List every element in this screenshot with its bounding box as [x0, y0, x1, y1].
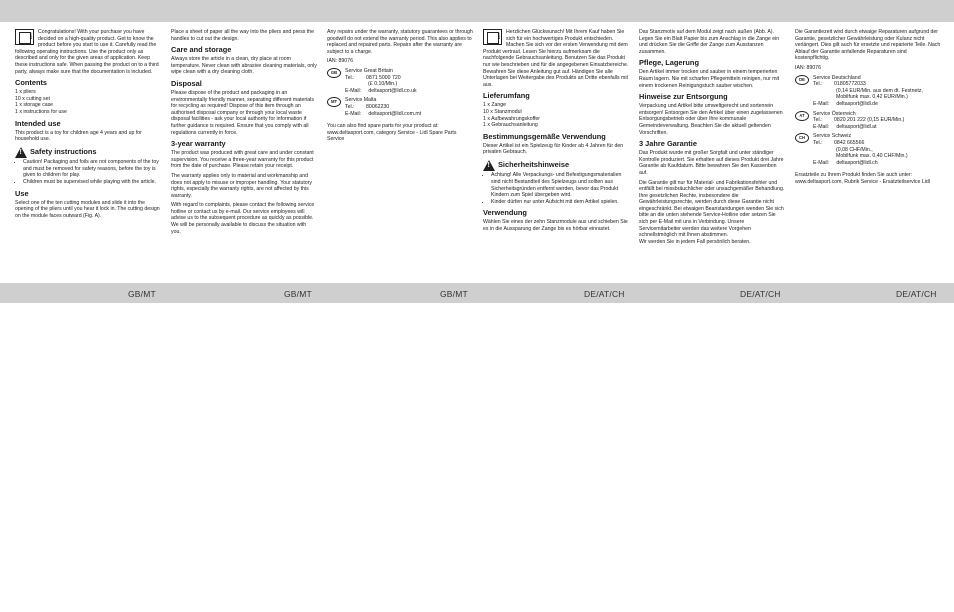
list-item: 10 x Stanzmodul — [483, 108, 522, 115]
warranty-heading: 3-year warranty — [171, 139, 226, 149]
paragraph: Any repairs under the warranty, statutory guarantees or through goodwill do not extend the warranty period. This also applies to replaced and repaired parts. Repairs after the warranty are subject to a charge. — [327, 29, 473, 55]
column-1 — [15, 29, 161, 222]
service-block-ch — [795, 133, 941, 166]
service-block-de — [795, 75, 941, 108]
scope-heading: Lieferumfang — [483, 91, 530, 101]
spare-parts-text: You can also find spare parts for your product at: www.deltasport.com, category Service - Lidl Spare Parts Service — [327, 123, 457, 143]
list-item: 1 x pliers — [15, 89, 36, 96]
column-6 — [795, 29, 941, 188]
intended-use-heading: Bestimmungsgemäße Verwendung — [483, 131, 606, 141]
warranty-text: The warranty applies only to material and workmanship and does not apply to misuse or improper handling. Your statutory rights, especially the warranty rights, are not affected by this warranty. — [171, 172, 313, 199]
service-line: Service Malta — [345, 97, 377, 104]
service-line: E-Mail: deltasport@lidl.com.mt — [345, 110, 422, 117]
footer-label: GB/MT — [128, 289, 156, 299]
intended-use-text: This product is a toy for children age 4 years and up for household use. — [15, 129, 142, 143]
warning-icon — [15, 147, 27, 158]
intro-text: Congratulations! With your purchase you have decided on a high-quality product. Get to know the product before you start to use it. Carefully read the following operating instructions. Use the product only as described and only for the given areas of application. Keep these instructions safe. When passing the product on to a third party, always make sure that the documentation is included. — [15, 29, 159, 75]
service-line: E-Mail: deltasport@lidl.co.uk — [345, 87, 417, 94]
ian-number: IAN: 89076 — [795, 64, 821, 71]
footer-label: GB/MT — [284, 289, 312, 299]
footer-label: DE/AT/CH — [584, 289, 625, 299]
intended-use-text: Dieser Artikel ist ein Spielzeug für Kinder ab 4 Jahren für den privaten Gebrauch. — [483, 142, 624, 156]
disposal-text: Verpackung und Artikel bitte umweltgerecht und sortenrein entsorgen! Entsorgen Sie den Artikel über einen zugelassenen Entsorgungsbetrieb oder über Ihre kommunale Gemeindeverwaltung. Beachten Sie die aktuell geltenden Vorschriften. — [639, 103, 783, 136]
paragraph: Das Stanzmotiv auf dem Modul zeigt nach außen (Abb. A). Legen Sie ein Blatt Papier bis zum Anschlag in die Zange ein und drücken Sie die Griffe der Zange zum Ausstanzen zusammen. — [639, 29, 780, 55]
paragraph: Place a sheet of paper all the way into the pliers and press the handles to cut out the design. — [171, 29, 315, 42]
footer-label: GB/MT — [440, 289, 468, 299]
list-item: • Kinder dürfen nur unter Aufsicht mit dem Artikel spielen. — [491, 199, 629, 206]
service-block-gb — [327, 68, 473, 94]
column-5 — [639, 29, 785, 248]
warranty-text: Das Produkt wurde mit großer Sorgfalt und unter ständiger Kontrolle produziert. Sie erhalten auf dieses Produkt drei Jahre Garantie ab Kaufdatum. Bitte bewahren Sie den Kassenbon auf. — [639, 150, 784, 176]
safety-list — [483, 172, 629, 205]
warranty-text: Die Garantie gilt nur für Material- und Fabrikationsfehler und entfällt bei missbräuchlicher oder unsachgemäßer Behandlung. Ihre gesetzlichen Rechte, insbesondere die Gewährleistungsrechte, werden durch diese Garantie nicht eingeschränkt. Bei etwaigen Beanstandungen wenden Sie sich bitte an die unten stehende Service-Hotline oder setzen Sie sich per E-Mail mit uns in Verbindung. Unsere Servicemitarbeiter werden das weitere Vorgehen schnellstmöglich mit Ihnen abstimmen. — [639, 179, 785, 239]
list-item: 1 x instructions for use — [15, 108, 67, 115]
use-heading: Use — [15, 188, 29, 198]
disposal-heading: Disposal — [171, 78, 202, 88]
service-line: Service Deutschland — [813, 74, 861, 81]
safety-heading-label: Safety instructions — [30, 146, 97, 156]
care-heading: Care and storage — [171, 45, 232, 55]
footer-label: DE/AT/CH — [896, 289, 937, 299]
service-line: Mobilfunk max. 0,42 EUR/Min.) — [813, 94, 908, 101]
service-line: Service Great Britain — [345, 67, 393, 74]
service-line: Tel.: 01805772033 — [813, 81, 866, 88]
safety-heading-label: Sicherheitshinweise — [498, 160, 570, 170]
warranty-text: Wir werden Sie in jedem Fall persönlich beraten. — [639, 238, 751, 245]
use-text: Select one of the ten cutting modules and slide it into the opening of the pliers until you hear it lock in. The cutting design on the module faces outward (Fig. A). — [15, 199, 160, 219]
warranty-text: The product was produced with great care and under constant supervision. You receive a three-year warranty for this product from the date of purchase. Please retain your receipt. — [171, 150, 314, 170]
service-line: E-Mail: deltasport@lidl.ch — [813, 159, 878, 166]
service-line: E-Mail: deltasport@lidl.at — [813, 123, 877, 130]
top-bar — [0, 0, 954, 22]
intro-text: Herzlichen Glückwunsch! Mit Ihrem Kauf haben Sie sich für ein hochwertiges Produkt entschieden. Machen Sie sich vor der ersten Verwendung mit dem Produkt vertraut. Lesen Sie hierzu aufmerksam die nachfolgende Gebrauchsanleitung. Benutzen Sie das Produkt nur wie beschrieben und für die angegebenen Einsatzbereiche. Bewahren Sie diese Anleitung gut auf. Händigen Sie alle Unterlagen bei Weitergabe des Produkts an Dritte ebenfalls mit aus. — [483, 29, 629, 88]
info-book-icon: i — [483, 29, 502, 45]
list-item: • Children must be supervised while playing with the article. — [23, 179, 161, 186]
service-line: Service Österreich — [813, 110, 856, 117]
info-book-icon: i — [15, 29, 34, 45]
list-item: 1 x Gebrauchsanleitung — [483, 122, 538, 129]
warranty-text: With regard to complaints, please contact the following service hotline or contact us by e-mail. Our service employees will advise us to the subsequent procedure as quickly as possible. We will be personally available to discuss the situation with you. — [171, 202, 315, 235]
column-4 — [483, 29, 629, 236]
care-heading: Pflege, Lagerung — [639, 58, 699, 68]
list-item: 1 x Aufbewahrungskoffer — [483, 115, 541, 122]
service-block-mt — [327, 97, 473, 117]
safety-list — [15, 159, 161, 185]
care-text: Den Artikel immer trocken und sauber in einem temperierten Raum lagern. Nie mit scharfen Pflegemitteln reinigen, nur mit einem trockenen Reinigungstuch sauber wischen. — [639, 69, 780, 89]
list-item: 10 x cutting set — [15, 95, 50, 102]
list-item: 1 x Zange — [483, 102, 507, 109]
scope-list — [483, 102, 629, 128]
intended-use-heading: Intended use — [15, 118, 61, 128]
column-2 — [171, 29, 317, 238]
service-line: (£ 0.10/Min.) — [345, 81, 398, 88]
service-line: Tel.: 0820 201 222 (0,15 EUR/Min.) — [813, 117, 905, 124]
country-badge: DE — [795, 75, 809, 85]
service-line: (0,08 CHF/Min., — [813, 146, 873, 153]
footer-label: DE/AT/CH — [740, 289, 781, 299]
warranty-heading: 3 Jahre Garantie — [639, 139, 697, 149]
use-text: Wählen Sie eines der zehn Stanzmodule aus und schieben Sie es in die Aussparung der Zange bis es hörbar einrastet. — [483, 219, 628, 232]
service-line: Mobilfunk max. 0,40 CHF/Min.) — [813, 153, 908, 160]
contents-heading: Contents — [15, 78, 48, 88]
list-item: 1 x storage case — [15, 102, 54, 109]
country-badge: CH — [795, 133, 809, 143]
service-line: Tel.: 0842 665566 — [813, 139, 865, 146]
ian-number: IAN: 89076 — [327, 58, 353, 65]
country-badge: GB — [327, 68, 341, 78]
country-badge: AT — [795, 111, 809, 121]
spare-parts-text: Ersatzteile zu Ihrem Produkt finden Sie auch unter: www.deltasport.com, Rubrik Service - Ersatzteilservice Lidl — [795, 172, 930, 185]
contents-list — [15, 89, 161, 115]
care-text: Always store the article in a clean, dry place at room temperature. Never clean with abrasive cleaning materials, only wipe clean with a dry cleaning cloth. — [171, 56, 317, 76]
use-heading: Verwendung — [483, 208, 527, 218]
column-3 — [327, 29, 473, 146]
service-line: Tel.: 0871 5000 720 — [345, 74, 401, 81]
disposal-heading: Hinweise zur Entsorgung — [639, 92, 728, 102]
paragraph: Die Garantiezeit wird durch etwaige Reparaturen aufgrund der Garantie, gesetzlicher Gewährleistung oder Kulanz nicht verlängert. Dies gilt auch für ersetzte und reparierte Teile. Nach Ablauf der Garantie anfallende Reparaturen sind kostenpflichtig. — [795, 29, 941, 62]
service-line: (0,14 EUR/Min. aus dem dt. Festnetz, — [813, 87, 923, 94]
service-line: Tel.: 80062230 — [345, 103, 390, 110]
country-badge: MT — [327, 97, 341, 107]
service-line: E-Mail: deltasport@lidl.de — [813, 100, 878, 107]
list-item: • Caution! Packaging and foils are not components of the toy and must be removed for safety reasons, before the toy is given to children for play. — [23, 159, 161, 179]
list-item: • Achtung! Alle Verpackungs- und Befestigungsmaterialien sind nicht Bestandteil des Spielzeugs und sollten aus Sicherheitsgründen entfernt werden, bevor das Produkt Kindern zum Spiel übergeben wird. — [491, 172, 629, 198]
service-block-at — [795, 111, 941, 131]
safety-heading — [15, 147, 161, 158]
safety-heading — [483, 160, 629, 171]
disposal-text: Please dispose of the product and packaging in an environmentally friendly manner, separating different materials for recycling as required! Dispose of this item through an authorised disposal company or through your local waste disposal facilities - ask your local authority for information if further guidance is required. Ensure that you comply with all regulations currently in force. — [171, 89, 314, 136]
warning-icon — [483, 160, 495, 171]
service-line: Service Schweiz — [813, 133, 852, 140]
